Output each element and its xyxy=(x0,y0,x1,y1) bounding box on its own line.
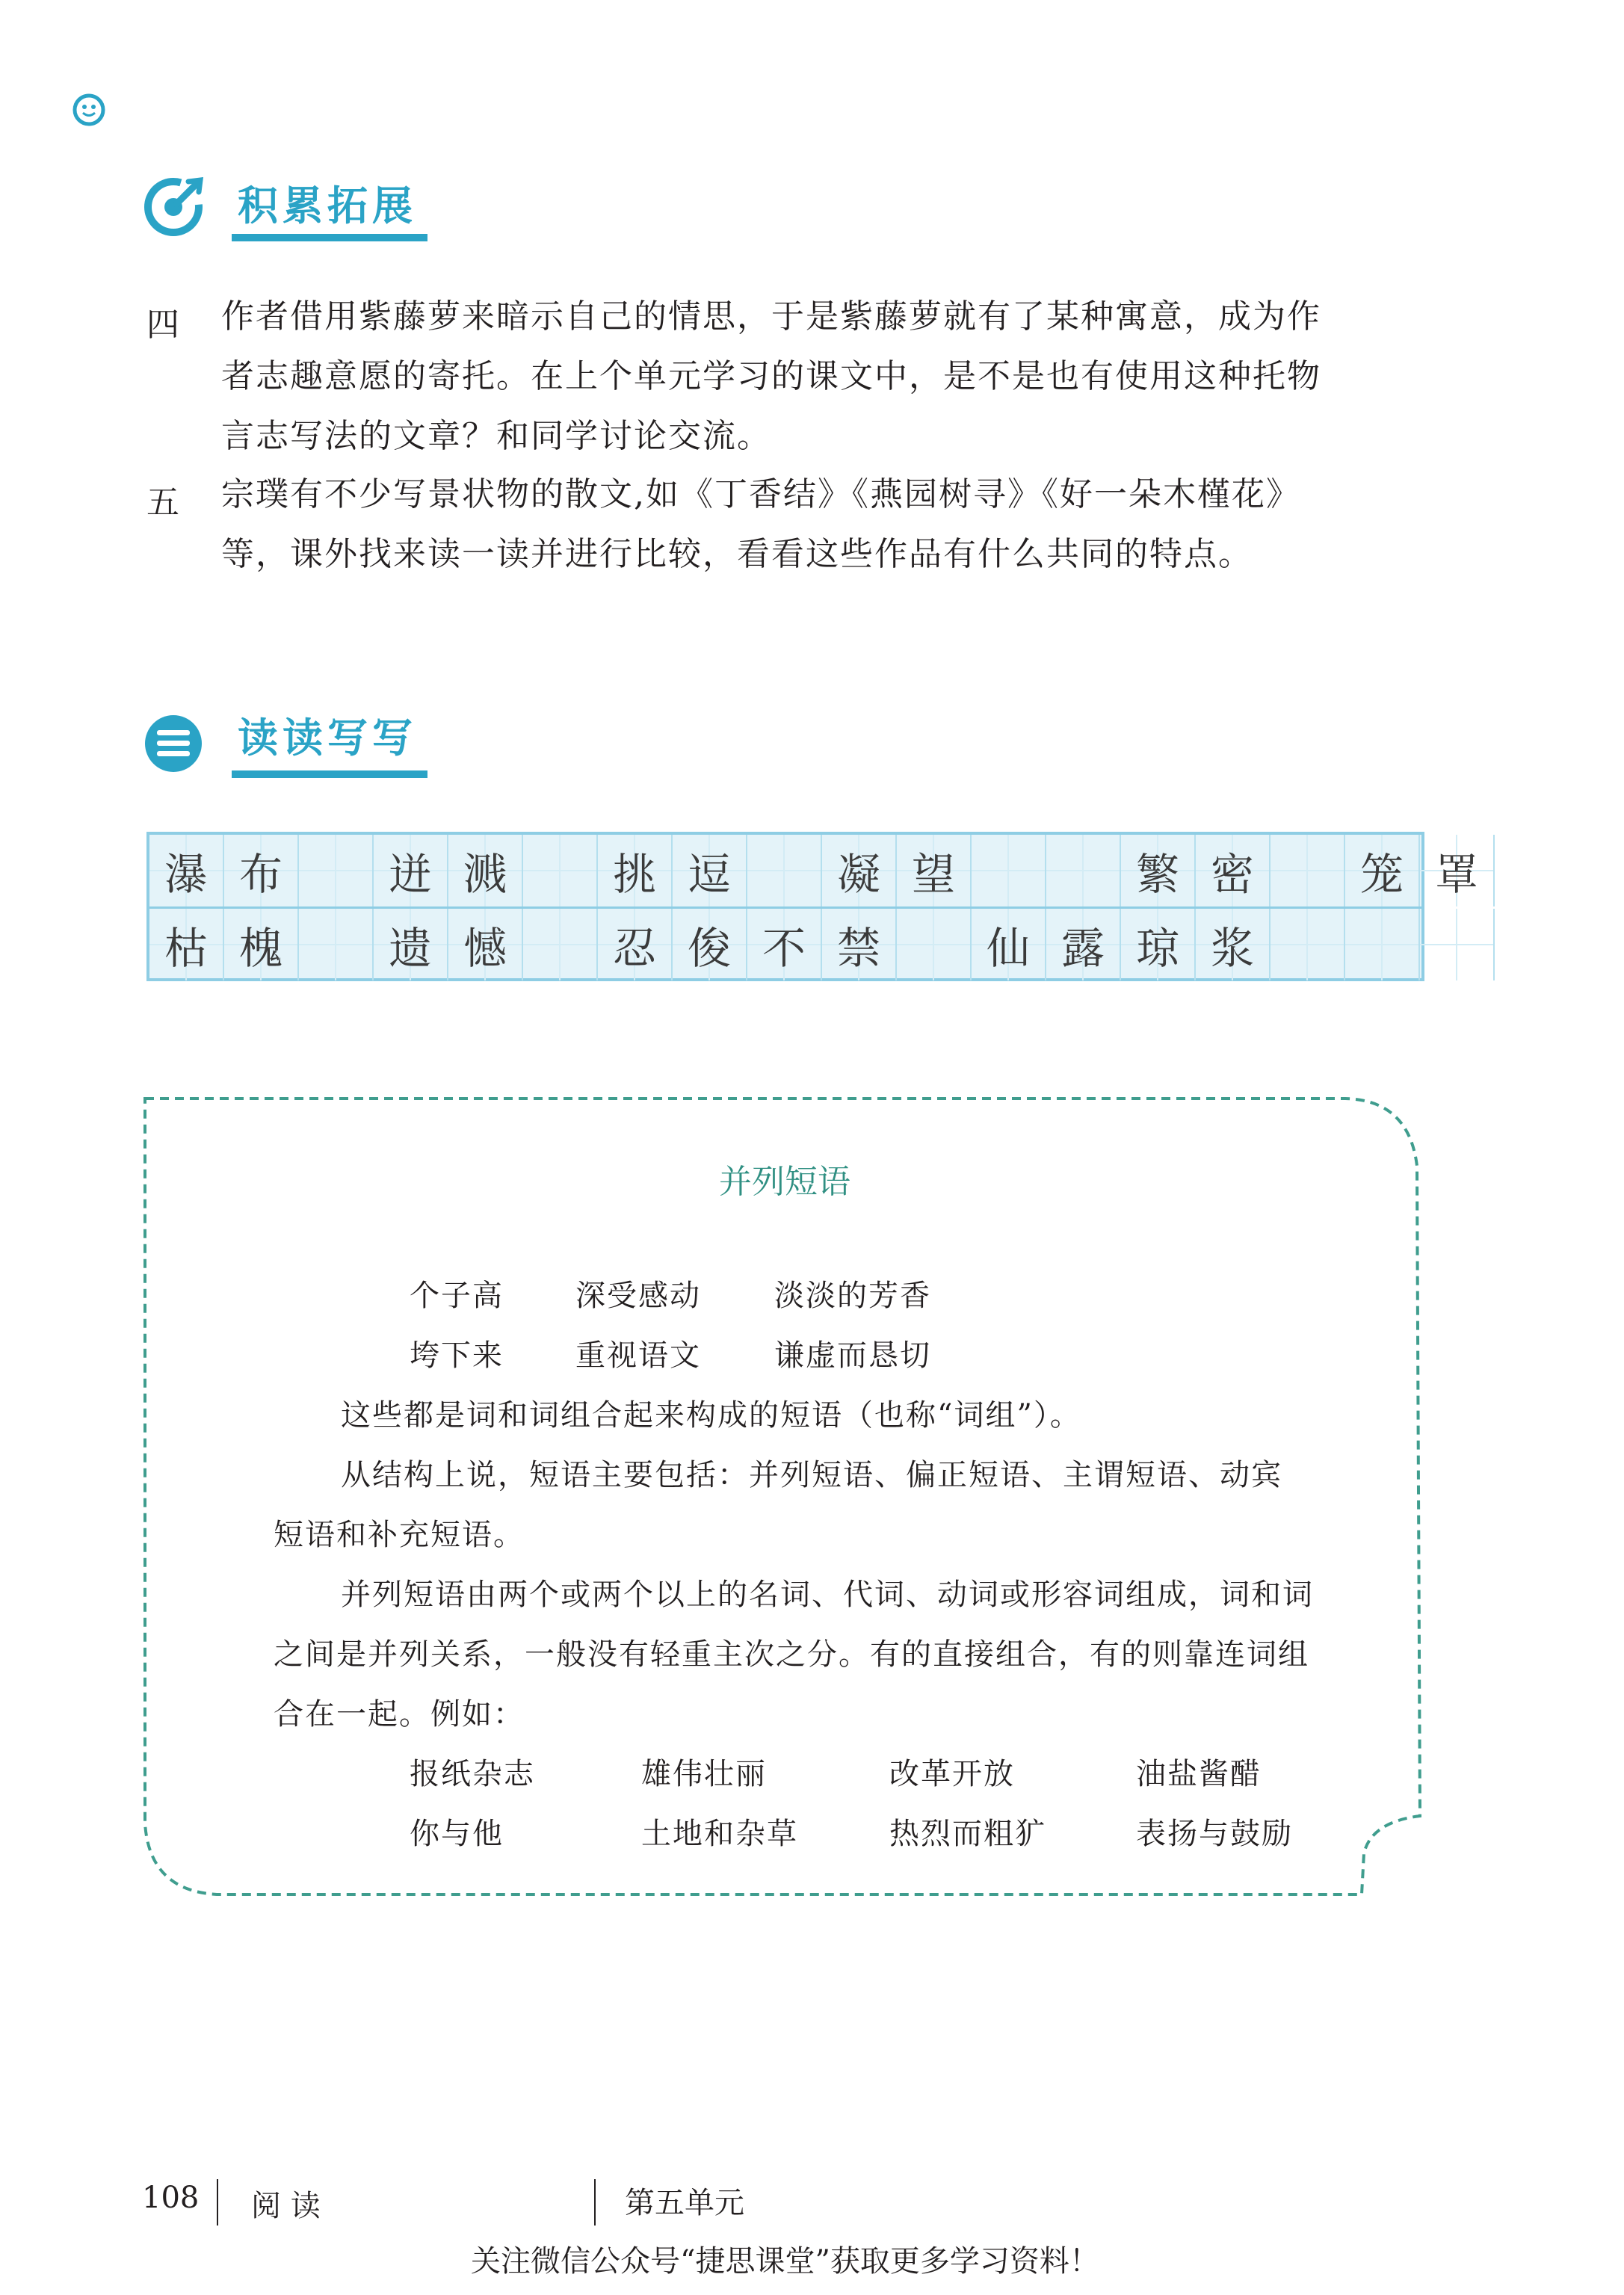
grid-empty-cell xyxy=(1271,835,1345,906)
grid-character: 笼 xyxy=(1345,835,1420,906)
smiley-icon xyxy=(72,93,106,127)
footer-divider xyxy=(594,2179,596,2225)
example-phrase: 谦虚而恳切 xyxy=(774,1338,931,1373)
section-header-accumulation xyxy=(142,168,441,250)
grid-character: 望 xyxy=(897,835,972,906)
text-line: 等，课外找来读一读并进行比较，看看这些作品有什么共同的特点。 xyxy=(221,535,1253,573)
grid-empty-cell xyxy=(972,835,1046,906)
footer-divider xyxy=(217,2179,218,2225)
knowledge-paragraph-1: 这些都是词和词组合起来构成的短语（也称“词组”）。 xyxy=(341,1398,1081,1433)
section-title: 积累拓展 xyxy=(238,182,417,229)
grid-character: 浆 xyxy=(1196,909,1271,980)
grid-row-1 xyxy=(149,835,1478,906)
grid-character: 瀑 xyxy=(149,835,224,906)
example-phrase: 深受感动 xyxy=(575,1279,701,1313)
character-writing-grid xyxy=(146,832,1478,981)
footer-section: 阅 读 xyxy=(251,2189,321,2223)
grid-empty-cell xyxy=(299,835,374,906)
target-arrow-icon xyxy=(142,176,205,238)
item-number-4: 四 xyxy=(146,306,179,344)
example-phrase: 报纸杂志 xyxy=(410,1757,535,1791)
grid-character: 密 xyxy=(1196,835,1271,906)
text-line: 作者借用紫藤萝来暗示自己的情思，于是紫藤萝就有了某种寓意，成为作 xyxy=(221,297,1321,336)
grid-empty-cell xyxy=(523,909,598,980)
title-underline xyxy=(232,234,427,241)
grid-character: 槐 xyxy=(224,909,299,980)
item-text-5 xyxy=(221,465,1454,584)
item-number-5: 五 xyxy=(146,484,179,522)
grid-character: 凝 xyxy=(822,835,897,906)
knowledge-paragraph-3-line-1: 并列短语由两个或两个以上的名词、代词、动词或形容词组成，词和词 xyxy=(341,1578,1314,1612)
grid-character: 枯 xyxy=(149,909,224,980)
example-phrase: 雄伟壮丽 xyxy=(641,1757,767,1791)
grid-empty-cell xyxy=(897,909,972,980)
example-phrase: 重视语文 xyxy=(575,1338,701,1373)
grid-character: 露 xyxy=(1046,909,1121,980)
footer-notice: 关注微信公众号“捷思课堂”获取更多学习资料！ xyxy=(471,2244,1099,2279)
knowledge-title: 并列短语 xyxy=(719,1163,850,1201)
example-phrase: 垮下来 xyxy=(410,1338,504,1373)
grid-character: 俊 xyxy=(673,909,747,980)
grid-character: 逗 xyxy=(673,835,747,906)
grid-empty-cell xyxy=(747,835,822,906)
grid-empty-cell xyxy=(523,835,598,906)
example-phrase: 油盐酱醋 xyxy=(1136,1757,1262,1791)
grid-character: 琼 xyxy=(1121,909,1196,980)
section-header-read-write xyxy=(142,706,441,788)
grid-character: 不 xyxy=(747,909,822,980)
grid-row-2 xyxy=(149,906,1421,980)
section-title: 读读写写 xyxy=(238,714,417,762)
grid-character: 溅 xyxy=(448,835,523,906)
text-line: 言志写法的文章？和同学讨论交流。 xyxy=(221,417,771,455)
grid-character: 忍 xyxy=(598,909,673,980)
example-phrase: 你与他 xyxy=(410,1817,504,1851)
footer-unit: 第五单元 xyxy=(625,2186,744,2220)
grid-character: 挑 xyxy=(598,835,673,906)
example-phrase: 表扬与鼓励 xyxy=(1136,1817,1293,1851)
grid-character: 迸 xyxy=(374,835,448,906)
grid-empty-cell xyxy=(1420,909,1495,980)
knowledge-paragraph-3-line-3: 合在一起。例如： xyxy=(274,1697,525,1732)
grid-character: 憾 xyxy=(448,909,523,980)
grid-character: 罩 xyxy=(1420,835,1495,906)
grid-empty-cell xyxy=(1046,835,1121,906)
list-icon xyxy=(142,712,205,775)
grid-character: 禁 xyxy=(822,909,897,980)
item-text-4 xyxy=(221,287,1454,466)
title-underline xyxy=(232,770,427,778)
knowledge-paragraph-2-line-1: 从结构上说，短语主要包括：并列短语、偏正短语、主谓短语、动宾 xyxy=(341,1458,1282,1492)
grid-character: 繁 xyxy=(1121,835,1196,906)
knowledge-paragraph-2-line-2: 短语和补充短语。 xyxy=(274,1518,525,1552)
example-phrase: 改革开放 xyxy=(889,1757,1015,1791)
grid-character: 遗 xyxy=(374,909,448,980)
example-phrase: 淡淡的芳香 xyxy=(774,1279,931,1313)
example-phrase: 土地和杂草 xyxy=(641,1817,798,1851)
example-phrase: 热烈而粗犷 xyxy=(889,1817,1046,1851)
grid-empty-cell xyxy=(1345,909,1420,980)
grid-character: 布 xyxy=(224,835,299,906)
example-phrase: 个子高 xyxy=(410,1279,504,1313)
grid-character: 仙 xyxy=(972,909,1046,980)
text-line: 宗璞有不少写景状物的散文,如《丁香结》《燕园树寻》《好一朵木槿花》 xyxy=(221,475,1300,513)
page-number: 108 xyxy=(142,2181,200,2215)
grid-empty-cell xyxy=(299,909,374,980)
text-line: 者志趣意愿的寄托。在上个单元学习的课文中，是不是也有使用这种托物 xyxy=(221,357,1321,395)
grid-empty-cell xyxy=(1271,909,1345,980)
knowledge-paragraph-3-line-2: 之间是并列关系，一般没有轻重主次之分。有的直接组合，有的则靠连词组 xyxy=(274,1637,1309,1672)
